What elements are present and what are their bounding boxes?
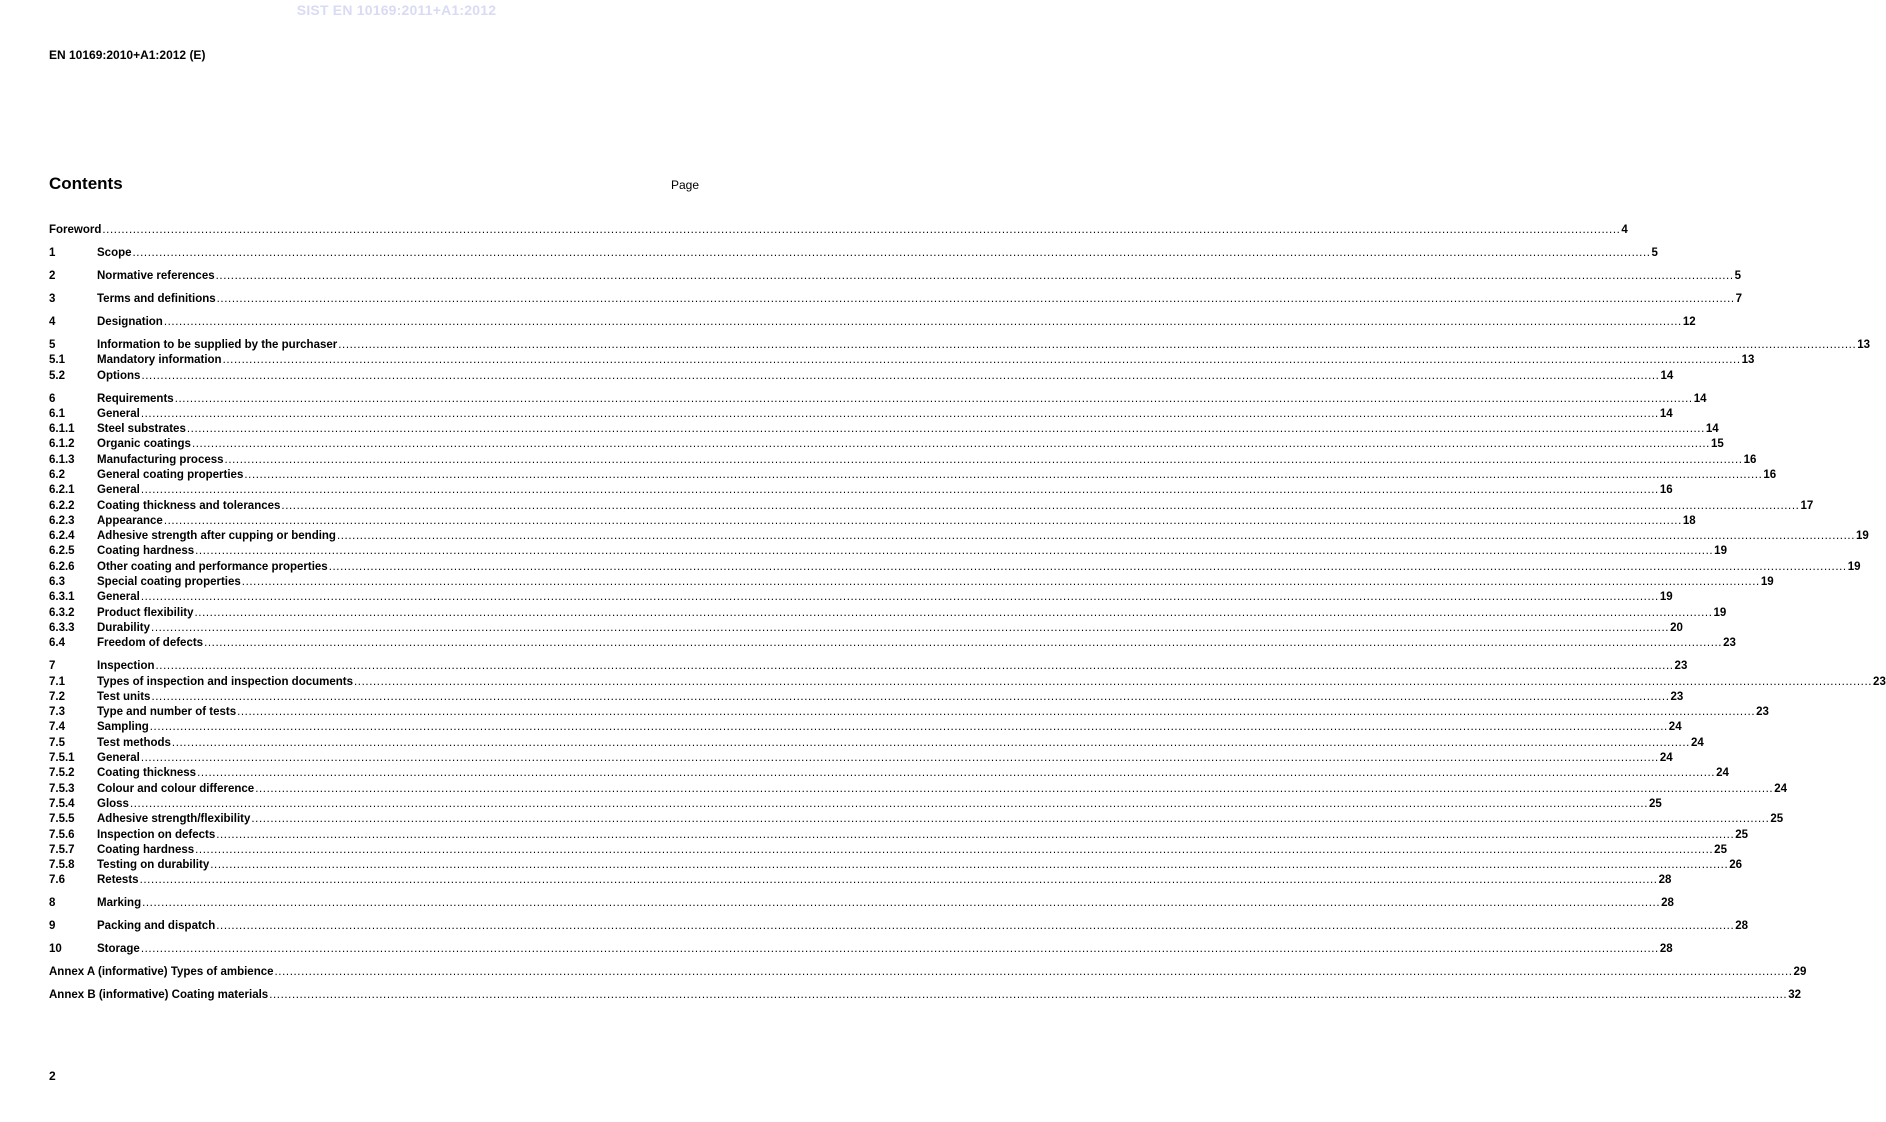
toc-entry-number: 6.1.3	[49, 453, 75, 466]
toc-entry[interactable]	[49, 751, 1673, 766]
toc-entry[interactable]	[49, 782, 1788, 797]
toc-dot-leader: ................................................................................................................................................................................................................................................................................................................................................................................................................	[338, 338, 1857, 351]
toc-entry[interactable]	[49, 675, 1886, 690]
toc-entry-number: 6.1.2	[49, 438, 75, 451]
toc-dot-leader: ................................................................................................................................................................................................................................................................................................................................................................................................................	[354, 675, 1873, 688]
toc-dot-leader: ................................................................................................................................................................................................................................................................................................................................................................................................................	[204, 637, 1723, 650]
toc-entry-title: Coating hardness	[97, 843, 195, 856]
toc-entry-page: 25	[1735, 828, 1749, 841]
toc-entry-page: 23	[1674, 660, 1688, 673]
toc-entry[interactable]	[49, 843, 1727, 858]
toc-entry-number: 2	[49, 269, 56, 282]
toc-entry[interactable]	[49, 437, 1724, 452]
toc-entry-title: Durability	[97, 621, 151, 634]
toc-entry-number: 3	[49, 292, 56, 305]
toc-entry-title: Sampling	[97, 721, 149, 734]
toc-dot-leader: ................................................................................................................................................................................................................................................................................................................................................................................................................	[216, 920, 1735, 933]
toc-entry-page: 14	[1693, 392, 1707, 405]
toc-entry-title: Coating hardness	[97, 545, 195, 558]
toc-entry-number: 6.3.3	[49, 621, 75, 634]
toc-entry[interactable]	[49, 468, 1777, 483]
toc-entry[interactable]	[49, 812, 1784, 827]
toc-entry-title: Organic coatings	[97, 438, 191, 451]
toc-entry-number: 6.3	[49, 576, 65, 589]
toc-entry-number: 5.2	[49, 369, 65, 382]
toc-dot-leader: ................................................................................................................................................................................................................................................................................................................................................................................................................	[186, 423, 1705, 436]
toc-entry-page: 16	[1743, 453, 1757, 466]
toc-entry-title: Special coating properties	[97, 576, 241, 589]
toc-entry-number: 7.4	[49, 721, 65, 734]
toc-dot-leader: ................................................................................................................................................................................................................................................................................................................................................................................................................	[191, 438, 1710, 451]
toc-entry-page: 25	[1770, 813, 1784, 826]
toc-entry[interactable]	[49, 223, 1628, 238]
toc-entry-number: 7.6	[49, 874, 65, 887]
toc-dot-leader: ................................................................................................................................................................................................................................................................................................................................................................................................................	[142, 897, 1661, 910]
toc-entry-number: 7.5.5	[49, 813, 75, 826]
toc-dot-leader: ................................................................................................................................................................................................................................................................................................................................................................................................................	[139, 874, 1658, 887]
toc-entry-page: 28	[1659, 943, 1673, 956]
toc-entry[interactable]	[49, 873, 1672, 888]
toc-entry-page: 32	[1788, 989, 1802, 1002]
toc-entry[interactable]	[49, 483, 1673, 498]
toc-entry[interactable]	[49, 606, 1727, 621]
toc-dot-leader: ................................................................................................................................................................................................................................................................................................................................................................................................................	[151, 690, 1670, 703]
toc-entry-number: 5	[49, 338, 56, 351]
toc-entry-number: 6.3.1	[49, 591, 75, 604]
toc-entry-page: 19	[1847, 560, 1861, 573]
toc-dot-leader: ................................................................................................................................................................................................................................................................................................................................................................................................................	[155, 660, 1674, 673]
toc-entry[interactable]	[49, 369, 1674, 384]
toc-entry[interactable]	[49, 988, 1802, 1003]
toc-dot-leader: ................................................................................................................................................................................................................................................................................................................................................................................................................	[210, 859, 1729, 872]
toc-entry-title: Packing and dispatch	[97, 920, 216, 933]
toc-entry-number: 6.2.6	[49, 560, 75, 573]
toc-entry-title: Adhesive strength/flexibility	[97, 813, 251, 826]
toc-entry-page: 19	[1760, 576, 1774, 589]
toc-entry-number: 9	[49, 920, 56, 933]
toc-entry-page: 24	[1690, 736, 1704, 749]
page-column-label: Page	[670, 178, 699, 192]
toc-entry-number: 6.1.1	[49, 423, 75, 436]
toc-entry-title: Information to be supplied by the purchaser	[97, 338, 338, 351]
toc-entry-title: Inspection on defects	[97, 828, 216, 841]
toc-entry-title: Normative references	[97, 269, 215, 282]
toc-entry-page: 23	[1756, 706, 1769, 719]
toc-entry[interactable]	[49, 919, 1749, 934]
toc-entry[interactable]	[49, 315, 1696, 330]
toc-dot-leader: ................................................................................................................................................................................................................................................................................................................................................................................................................	[328, 560, 1847, 573]
toc-dot-leader: ................................................................................................................................................................................................................................................................................................................................................................................................................	[140, 752, 1659, 765]
toc-dot-leader: ................................................................................................................................................................................................................................................................................................................................................................................................................	[132, 246, 1651, 259]
toc-dot-leader: ................................................................................................................................................................................................................................................................................................................................................................................................................	[237, 706, 1756, 719]
toc-entry-page: 20	[1670, 621, 1683, 634]
toc-entry-page: 26	[1729, 859, 1743, 872]
toc-entry-number: 7.2	[49, 690, 65, 703]
toc-entry-page: 14	[1659, 407, 1673, 420]
toc-entry-number: 6.1	[49, 407, 65, 420]
toc-entry[interactable]	[49, 690, 1684, 705]
toc-dot-leader: ................................................................................................................................................................................................................................................................................................................................................................................................................	[251, 813, 1770, 826]
toc-entry-number: 7.5.4	[49, 797, 75, 810]
toc-entry-page: 23	[1723, 637, 1736, 650]
toc-entry[interactable]	[49, 575, 1774, 590]
toc-entry[interactable]	[49, 659, 1688, 674]
toc-entry-page: 15	[1710, 438, 1724, 451]
toc-dot-leader: ................................................................................................................................................................................................................................................................................................................................................................................................................	[174, 392, 1693, 405]
toc-dot-leader: ................................................................................................................................................................................................................................................................................................................................................................................................................	[140, 484, 1659, 497]
toc-entry[interactable]	[49, 590, 1673, 605]
toc-entry[interactable]	[49, 621, 1683, 636]
toc-entry-page: 24	[1659, 752, 1673, 765]
toc-entry-number: 7.5.8	[49, 859, 75, 872]
toc-entry-number: 6.4	[49, 637, 65, 650]
toc-entry-page: 18	[1682, 514, 1696, 527]
toc-entry[interactable]	[49, 858, 1743, 873]
toc-entry-title: Testing on durability	[97, 859, 210, 872]
toc-entry-page: 12	[1682, 315, 1696, 328]
toc-entry[interactable]	[49, 392, 1707, 407]
toc-entry[interactable]	[49, 965, 1807, 980]
toc-entry-number: 6.3.2	[49, 606, 75, 619]
toc-entry-title: Annex A (informative) Types of ambience	[49, 966, 274, 979]
toc-entry-title: Coating thickness	[97, 767, 197, 780]
toc-entry-title: Colour and colour difference	[97, 782, 255, 795]
toc-entry[interactable]	[49, 269, 1742, 284]
toc-entry-title: Storage	[97, 943, 140, 956]
toc-entry-number: 7.5.3	[49, 782, 75, 795]
toc-entry-number: 7.5.2	[49, 767, 75, 780]
toc-entry[interactable]	[49, 896, 1674, 911]
toc-dot-leader: ................................................................................................................................................................................................................................................................................................................................................................................................................	[129, 797, 1648, 810]
toc-entry-title: General	[97, 407, 140, 420]
toc-entry-title: General	[97, 591, 140, 604]
toc-entry-title: Adhesive strength after cupping or bending	[97, 530, 336, 543]
toc-entry[interactable]	[49, 338, 1871, 353]
toc-entry-number: 8	[49, 897, 56, 910]
toc-dot-leader: ................................................................................................................................................................................................................................................................................................................................................................................................................	[336, 530, 1855, 543]
toc-entry[interactable]	[49, 353, 1755, 368]
toc-entry-title: General	[97, 752, 140, 765]
toc-entry-page: 5	[1734, 269, 1742, 282]
toc-entry[interactable]	[49, 636, 1736, 651]
toc-entry-number: 6.2.2	[49, 499, 75, 512]
toc-entry[interactable]	[49, 766, 1729, 781]
toc-dot-leader: ................................................................................................................................................................................................................................................................................................................................................................................................................	[269, 989, 1788, 1002]
toc-entry-title: Steel substrates	[97, 423, 186, 436]
toc-entry-number: 5.1	[49, 354, 65, 367]
toc-entry-number: 4	[49, 315, 56, 328]
toc-entry-title: Manufacturing process	[97, 453, 224, 466]
watermark: SIST EN 10169:2011+A1:2012	[296, 2, 497, 18]
toc-entry-title: Test methods	[97, 736, 171, 749]
toc-entry-title: Type and number of tests	[97, 706, 237, 719]
toc-entry-number: 10	[49, 943, 62, 956]
toc-entry[interactable]	[49, 453, 1757, 468]
toc-entry-number: 6	[49, 392, 56, 405]
toc-entry-number: 7.1	[49, 675, 65, 688]
toc-dot-leader: ................................................................................................................................................................................................................................................................................................................................................................................................................	[244, 468, 1763, 481]
toc-entry[interactable]	[49, 736, 1704, 751]
toc-entry-title: Retests	[97, 874, 139, 887]
toc-dot-leader: ................................................................................................................................................................................................................................................................................................................................................................................................................	[149, 721, 1668, 734]
toc-entry-title: Product flexibility	[97, 606, 194, 619]
toc-entry-number: 7.5.1	[49, 752, 75, 765]
toc-entry-page: 14	[1660, 369, 1674, 382]
toc-entry-page: 5	[1651, 246, 1658, 259]
toc-entry[interactable]	[49, 828, 1749, 843]
toc-entry-page: 28	[1661, 897, 1674, 910]
toc-dot-leader: ................................................................................................................................................................................................................................................................................................................................................................................................................	[195, 545, 1714, 558]
toc-entry-title: Other coating and performance properties	[97, 560, 328, 573]
toc-entry[interactable]	[49, 499, 1814, 514]
toc-entry-title: Gloss	[97, 797, 129, 810]
toc-entry-page: 28	[1658, 874, 1672, 887]
toc-entry-title: Designation	[97, 315, 163, 328]
toc-entry-page: 19	[1659, 591, 1673, 604]
toc-entry-title: Types of inspection and inspection documents	[97, 675, 354, 688]
toc-entry-page: 17	[1800, 499, 1814, 512]
toc-entry[interactable]	[49, 422, 1719, 437]
document-id: EN 10169:2010+A1:2012 (E)	[49, 48, 206, 62]
toc-entry-page: 25	[1649, 797, 1662, 810]
toc-entry[interactable]	[49, 407, 1673, 422]
toc-entry-page: 24	[1716, 767, 1729, 780]
toc-entry-title: Requirements	[97, 392, 174, 405]
toc-entry-page: 14	[1705, 423, 1719, 436]
toc-entry-number: 6.2.4	[49, 530, 75, 543]
table-of-contents	[49, 223, 1886, 1004]
toc-entry-page: 16	[1659, 484, 1673, 497]
toc-entry-page: 13	[1857, 338, 1871, 351]
toc-dot-leader: ................................................................................................................................................................................................................................................................................................................................................................................................................	[151, 621, 1670, 634]
toc-dot-leader: ................................................................................................................................................................................................................................................................................................................................................................................................................	[274, 966, 1793, 979]
toc-entry-page: 19	[1713, 606, 1727, 619]
toc-entry-number: 7.5.6	[49, 828, 75, 841]
toc-dot-leader: ................................................................................................................................................................................................................................................................................................................................................................................................................	[197, 767, 1716, 780]
toc-dot-leader: ................................................................................................................................................................................................................................................................................................................................................................................................................	[222, 354, 1741, 367]
toc-dot-leader: ................................................................................................................................................................................................................................................................................................................................................................................................................	[171, 736, 1690, 749]
toc-entry-number: 6.2.5	[49, 545, 75, 558]
toc-entry-page: 4	[1621, 224, 1628, 236]
page-number: 2	[49, 1069, 56, 1083]
toc-entry-page: 16	[1763, 468, 1777, 481]
toc-dot-leader: ................................................................................................................................................................................................................................................................................................................................................................................................................	[216, 292, 1735, 305]
toc-dot-leader: ................................................................................................................................................................................................................................................................................................................................................................................................................	[281, 499, 1800, 512]
toc-entry[interactable]	[49, 292, 1743, 307]
toc-entry-page: 28	[1735, 920, 1749, 933]
contents-title: Contents	[49, 174, 123, 193]
toc-entry-title: Freedom of defects	[97, 637, 204, 650]
toc-entry[interactable]	[49, 797, 1662, 812]
toc-dot-leader: ................................................................................................................................................................................................................................................................................................................................................................................................................	[140, 591, 1659, 604]
toc-entry-number: 1	[49, 246, 56, 259]
toc-dot-leader: ................................................................................................................................................................................................................................................................................................................................................................................................................	[194, 606, 1713, 619]
toc-dot-leader: ................................................................................................................................................................................................................................................................................................................................................................................................................	[195, 843, 1714, 856]
toc-dot-leader: ................................................................................................................................................................................................................................................................................................................................................................................................................	[241, 576, 1760, 589]
toc-entry-page: 7	[1735, 292, 1743, 305]
toc-entry-title: Coating thickness and tolerances	[97, 499, 281, 512]
toc-entry[interactable]	[49, 705, 1769, 720]
toc-dot-leader: ................................................................................................................................................................................................................................................................................................................................................................................................................	[141, 369, 1660, 382]
toc-entry-number: 6.2.1	[49, 484, 75, 497]
toc-entry-title: Marking	[97, 897, 142, 910]
toc-entry-number: 7.5	[49, 736, 65, 749]
toc-entry-page: 29	[1793, 966, 1807, 979]
toc-entry-number: 6.2	[49, 468, 65, 481]
toc-entry-title: Appearance	[97, 514, 163, 527]
toc-entry[interactable]	[49, 720, 1682, 735]
toc-entry-page: 13	[1741, 354, 1755, 367]
toc-entry-title: General	[97, 484, 140, 497]
toc-entry-page: 23	[1873, 675, 1886, 688]
toc-entry-page: 24	[1668, 721, 1682, 734]
toc-dot-leader: ................................................................................................................................................................................................................................................................................................................................................................................................................	[163, 514, 1682, 527]
toc-entry-number: 7	[49, 660, 56, 673]
toc-entry-title: General coating properties	[97, 468, 244, 481]
toc-dot-leader: ................................................................................................................................................................................................................................................................................................................................................................................................................	[163, 315, 1682, 328]
toc-entry-title: Inspection	[97, 660, 155, 673]
toc-entry-title: Annex B (informative) Coating materials	[49, 989, 269, 1002]
toc-entry-title: Mandatory information	[97, 354, 222, 367]
toc-dot-leader: ................................................................................................................................................................................................................................................................................................................................................................................................................	[224, 453, 1743, 466]
toc-entry-page: 23	[1670, 690, 1684, 703]
toc-entry-page: 24	[1774, 782, 1788, 795]
toc-entry-number: 7.3	[49, 706, 65, 719]
toc-dot-leader: ................................................................................................................................................................................................................................................................................................................................................................................................................	[255, 782, 1774, 795]
toc-entry-title: Terms and definitions	[97, 292, 216, 305]
toc-entry[interactable]	[49, 529, 1869, 544]
toc-entry-page: 19	[1714, 545, 1727, 558]
toc-entry-title: Test units	[97, 690, 151, 703]
toc-entry-page: 19	[1856, 530, 1869, 543]
toc-entry[interactable]	[49, 544, 1727, 559]
toc-entry-title: Foreword	[49, 224, 102, 236]
toc-dot-leader: ................................................................................................................................................................................................................................................................................................................................................................................................................	[102, 224, 1621, 236]
toc-entry[interactable]	[49, 246, 1658, 261]
toc-entry-title: Options	[97, 369, 141, 382]
toc-entry-number: 6.2.3	[49, 514, 75, 527]
toc-dot-leader: ................................................................................................................................................................................................................................................................................................................................................................................................................	[216, 828, 1735, 841]
toc-entry-title: Scope	[97, 246, 132, 259]
toc-entry[interactable]	[49, 942, 1673, 957]
toc-entry[interactable]	[49, 514, 1696, 529]
toc-dot-leader: ................................................................................................................................................................................................................................................................................................................................................................................................................	[215, 269, 1734, 282]
toc-dot-leader: ................................................................................................................................................................................................................................................................................................................................................................................................................	[140, 407, 1659, 420]
toc-entry-page: 25	[1714, 843, 1727, 856]
toc-entry[interactable]	[49, 560, 1861, 575]
toc-entry-number: 7.5.7	[49, 843, 75, 856]
toc-dot-leader: ................................................................................................................................................................................................................................................................................................................................................................................................................	[140, 943, 1659, 956]
